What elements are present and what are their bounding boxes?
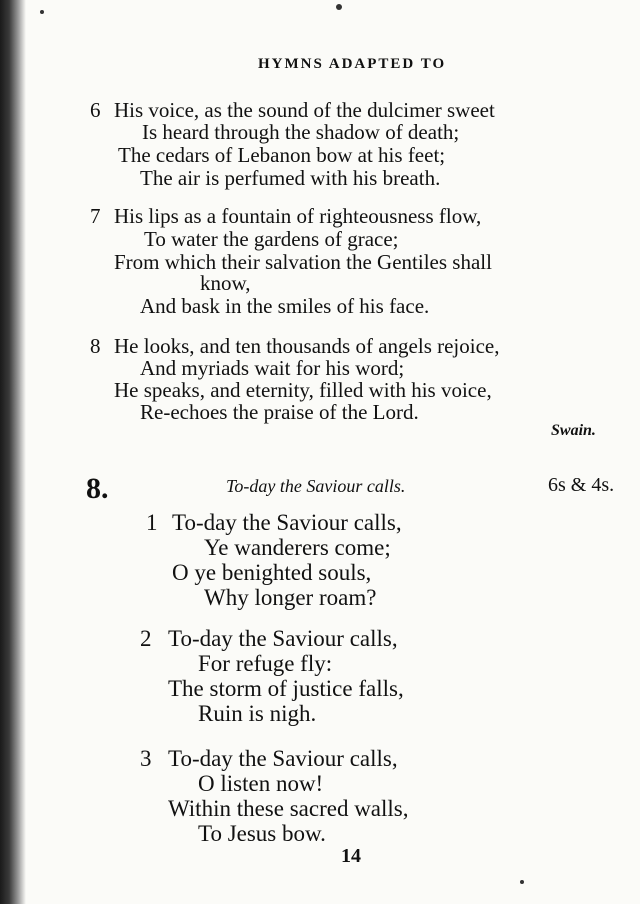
verse-line: To-day the Saviour calls, — [168, 746, 398, 771]
verse-line: He looks, and ten thousands of angels rejoice, — [114, 334, 500, 358]
verse-line: Why longer roam? — [204, 585, 377, 610]
verse-line: O listen now! — [198, 771, 324, 796]
verse-line: From which their salvation the Gentiles shall — [114, 250, 492, 274]
print-speck — [40, 10, 44, 14]
running-header: HYMNS ADAPTED TO — [258, 56, 447, 72]
hymn-title: To-day the Saviour calls. — [226, 476, 406, 496]
verse-number: 2 — [140, 626, 152, 651]
print-speck — [336, 4, 342, 10]
verse-line: He speaks, and eternity, filled with his voice, — [114, 378, 492, 402]
page-binding-edge — [0, 0, 26, 904]
verse-line: The storm of justice falls, — [168, 676, 404, 701]
verse-line: For refuge fly: — [198, 651, 333, 676]
verse-line: To water the gardens of grace; — [144, 227, 399, 251]
verse-number: 3 — [140, 746, 152, 771]
verse-line: To-day the Saviour calls, — [168, 626, 398, 651]
verse-line: Within these sacred walls, — [168, 796, 409, 821]
verse-line: And bask in the smiles of his face. — [140, 294, 430, 318]
stanza-number: 6 — [90, 98, 101, 122]
verse-line: Re-echoes the praise of the Lord. — [140, 400, 419, 424]
verse-line: Ye wanderers come; — [204, 535, 391, 560]
stanza-number: 7 — [90, 204, 101, 228]
hymn-meter: 6s & 4s. — [548, 474, 615, 496]
verse-line: His lips as a fountain of righteousness flow, — [114, 204, 482, 228]
verse-line: His voice, as the sound of the dulcimer sweet — [114, 98, 495, 122]
hymn-number: 8. — [86, 472, 109, 505]
verse-line: To Jesus bow. — [198, 821, 326, 846]
verse-line: The cedars of Lebanon bow at his feet; — [118, 143, 446, 167]
print-speck — [520, 880, 524, 884]
author-attribution: Swain. — [551, 422, 596, 439]
verse-line: O ye benighted souls, — [172, 560, 372, 585]
verse-line: Is heard through the shadow of death; — [142, 120, 460, 144]
verse-number: 1 — [146, 510, 158, 535]
verse-line: know, — [200, 271, 251, 295]
verse-line: Ruin is nigh. — [198, 701, 317, 726]
verse-line: And myriads wait for his word; — [140, 356, 405, 380]
verse-line: To-day the Saviour calls, — [172, 510, 402, 535]
page-number: 14 — [341, 845, 361, 867]
stanza-number: 8 — [90, 334, 101, 358]
verse-line: The air is perfumed with his breath. — [140, 166, 441, 190]
